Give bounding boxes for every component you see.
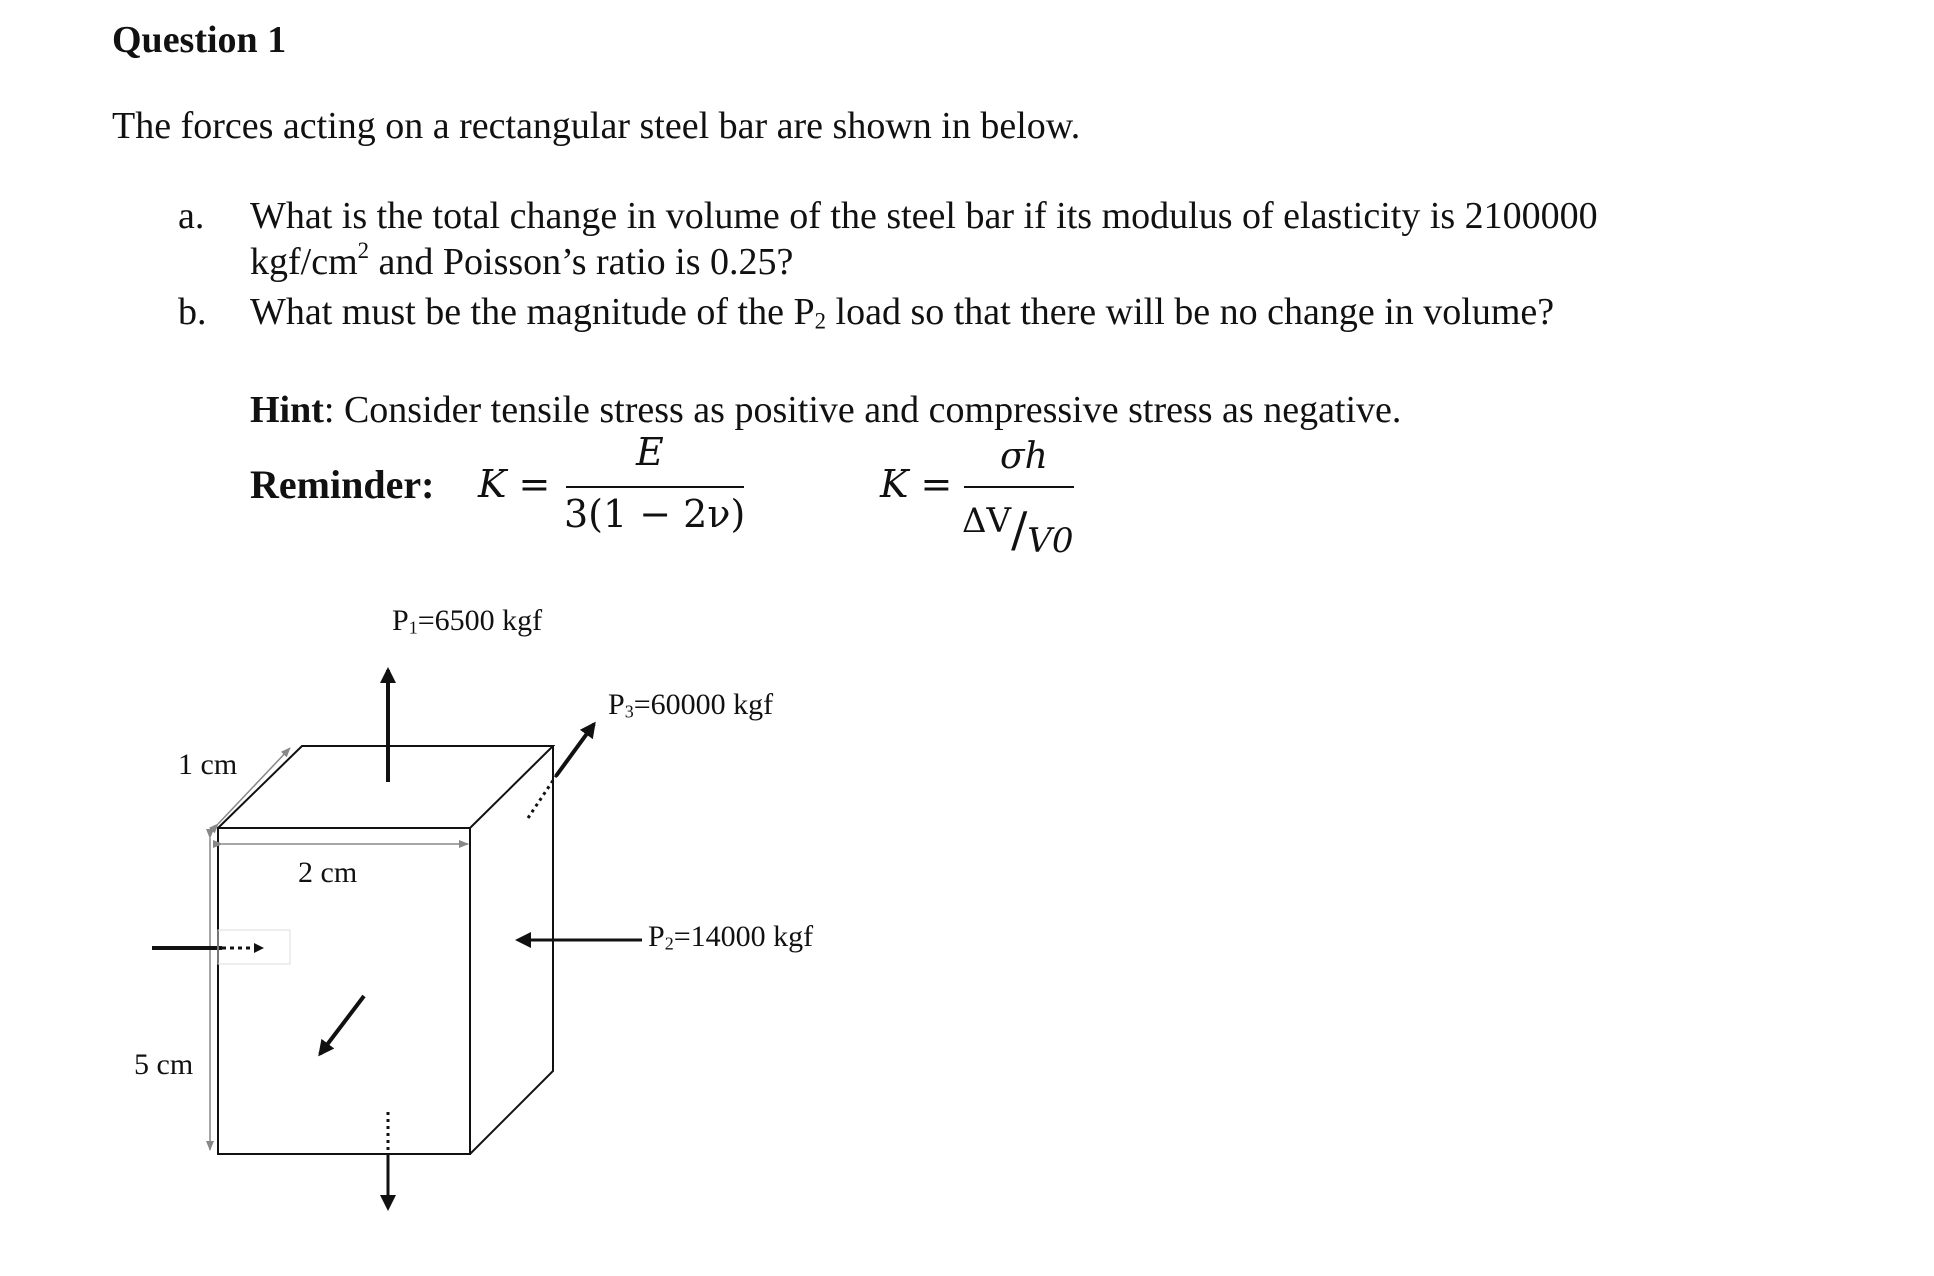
formula1-lhs: K = [478,462,551,506]
steel-bar-box [218,746,553,1154]
height-dimension-label: 5 cm [134,1048,194,1081]
depth-dimension-label: 1 cm [178,748,238,781]
p3-label: $P_3=60000$ kgf [608,688,774,722]
p3-arrow [556,724,594,776]
width-dimension-label: 2 cm [298,856,358,889]
formula1-denominator: 3(1 − 2ν) [564,492,746,536]
p1-label: $P_1=6500$ kgf [392,604,543,638]
question-a-line2: kgf/$cm^2$ and Poisson’s ratio is 0.25? [250,238,794,283]
formula1-numerator: E [636,430,664,474]
question-b-label: b. [178,291,207,333]
p3-front-arrow [320,996,364,1054]
formula2-lhs: K = [880,462,953,506]
hint-text: Hint: Consider tensile stress as positive and compressive stress as negative. [250,389,1402,431]
question-a-label: a. [178,195,205,237]
formula2-denominator: ΔV/V0 [962,501,1074,561]
formula2-numerator: σh [1000,436,1048,477]
p3-dotted [528,776,556,818]
p2-label: $P_2=14000$ kgf [648,920,814,954]
question-a-line1: What is the total change in volume of the steel bar if its modulus of elasticity is 2100000 [250,195,1598,237]
reminder-label: Reminder: [250,462,435,507]
intro-text: The forces acting on a rectangular steel bar are shown in below. [112,105,1081,147]
question-b-text: What must be the magnitude of the $P_2$ load so that there will be no change in volume? [250,291,1555,334]
question-title: Question 1 [112,19,287,61]
